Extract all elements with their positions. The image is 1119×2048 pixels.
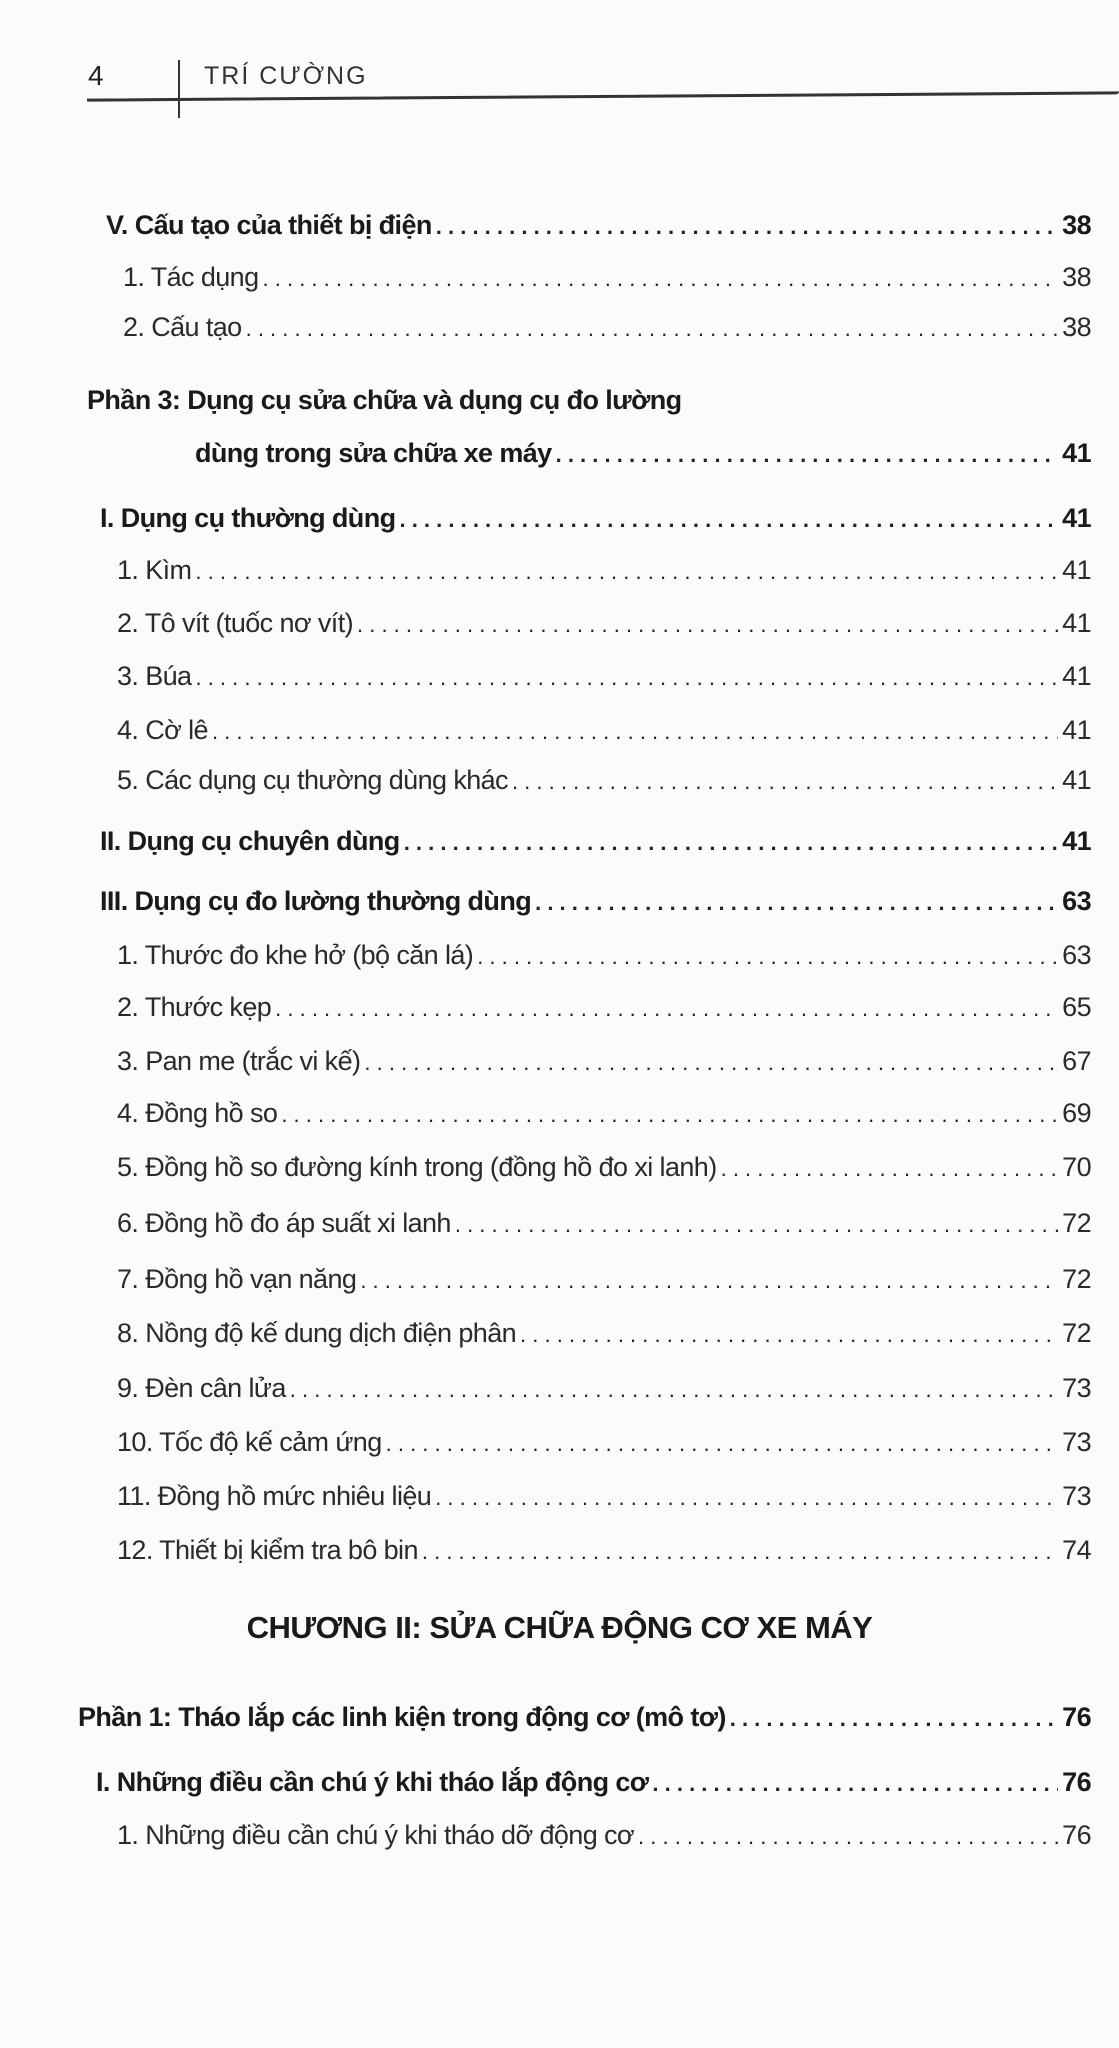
toc-entry (117, 1818, 1091, 1852)
leader-dots (263, 262, 1059, 296)
toc-page: 41 (1062, 765, 1091, 795)
toc-page: 65 (1062, 992, 1091, 1022)
toc-label: 4. Cờ lê (117, 715, 208, 745)
running-title: TRÍ CƯỜNG (204, 62, 368, 90)
toc-label: 1. Những điều cần chú ý khi tháo dỡ động cơ (117, 1820, 635, 1850)
toc-entry (117, 1044, 1091, 1078)
toc-label: V. Cấu tạo của thiết bị điện (106, 210, 432, 240)
toc-page: 74 (1062, 1535, 1091, 1565)
toc-page: 73 (1062, 1481, 1091, 1511)
leader-dots (730, 1702, 1058, 1736)
leader-dots (535, 886, 1058, 920)
toc-entry (117, 1150, 1091, 1184)
toc-part3-line1: Phần 3: Dụng cụ sửa chữa và dụng cụ đo lường (87, 385, 682, 415)
toc-page: 38 (1062, 312, 1091, 342)
toc-label: 4. Đồng hồ so (117, 1098, 278, 1128)
toc-entry (117, 1316, 1091, 1350)
toc-entry (117, 938, 1091, 972)
toc-entry (123, 260, 1091, 294)
toc-page: 41 (1062, 715, 1091, 745)
toc-entry (123, 310, 1091, 344)
toc-entry (117, 659, 1091, 693)
toc-label: 3. Pan me (trắc vi kế) (117, 1046, 361, 1076)
leader-dots (386, 1427, 1059, 1461)
toc-entry (117, 1533, 1091, 1567)
toc-entry (117, 1206, 1091, 1240)
leader-dots (357, 608, 1058, 642)
toc-label: I. Dụng cụ thường dùng (100, 503, 396, 533)
toc-label: II. Dụng cụ chuyên dùng (100, 826, 400, 856)
toc-page: 73 (1062, 1373, 1091, 1403)
toc-label: 10. Tốc độ kế cảm ứng (117, 1427, 382, 1457)
leader-dots (721, 1152, 1059, 1186)
leader-dots (364, 1046, 1058, 1080)
toc-page: 38 (1062, 262, 1091, 292)
toc-entry (117, 1479, 1091, 1513)
toc-entry-part3 (195, 436, 1091, 470)
toc-label: 2. Thước kẹp (117, 992, 272, 1022)
toc-entry-section-i (100, 501, 1091, 535)
toc-page: 41 (1062, 503, 1091, 533)
leader-dots (436, 210, 1058, 244)
leader-dots (212, 715, 1058, 749)
leader-dots (404, 826, 1058, 860)
toc-label: 3. Búa (117, 661, 192, 691)
toc-entry-section-ii (100, 824, 1091, 858)
toc-label: 11. Đồng hồ mức nhiêu liệu (117, 1481, 432, 1511)
toc-label: dùng trong sửa chữa xe máy (195, 438, 552, 468)
toc-label: 1. Kìm (117, 555, 192, 585)
toc-page: 72 (1062, 1264, 1091, 1294)
toc-entry (117, 1425, 1091, 1459)
toc-label: 8. Nồng độ kế dung dịch điện phân (117, 1318, 517, 1348)
toc-entry (117, 763, 1091, 797)
leader-dots (422, 1535, 1058, 1569)
toc-entry-section-iii (100, 884, 1091, 918)
leader-dots (290, 1373, 1058, 1407)
toc-label: III. Dụng cụ đo lường thường dùng (100, 886, 532, 916)
toc-entry-ch2-part1 (78, 1700, 1091, 1734)
toc-page: 76 (1062, 1767, 1091, 1797)
leader-dots (275, 992, 1058, 1026)
chapter-heading: CHƯƠNG II: SỬA CHỮA ĐỘNG CƠ XE MÁY (246, 1610, 873, 1645)
leader-dots (281, 1098, 1058, 1132)
toc-entry (117, 990, 1091, 1024)
toc-entry (117, 606, 1091, 640)
toc-label: 2. Tô vít (tuốc nơ vít) (117, 608, 353, 638)
toc-label: 7. Đồng hồ vạn năng (117, 1264, 357, 1294)
toc-page: 70 (1062, 1152, 1091, 1182)
toc-entry-section-v (106, 208, 1091, 242)
toc-label: 5. Các dụng cụ thường dùng khác (117, 765, 508, 795)
leader-dots (638, 1820, 1058, 1854)
leader-dots (195, 661, 1058, 695)
toc-label: 12. Thiết bị kiểm tra bô bin (117, 1535, 418, 1565)
page-number: 4 (88, 60, 104, 91)
toc-page: 67 (1062, 1046, 1091, 1076)
leader-dots (435, 1481, 1058, 1515)
toc-label: I. Những điều cần chú ý khi tháo lắp động cơ (96, 1767, 649, 1797)
toc-page: 63 (1062, 886, 1091, 916)
toc-page: 63 (1062, 940, 1091, 970)
toc-entry (117, 1371, 1091, 1405)
leader-dots (520, 1318, 1058, 1352)
header-rule (87, 91, 1119, 101)
toc-page: 76 (1062, 1820, 1091, 1850)
toc-page: 38 (1062, 210, 1091, 240)
leader-dots (477, 940, 1058, 974)
toc-page: 41 (1062, 661, 1091, 691)
toc-entry (117, 713, 1091, 747)
toc-entry-ch2-section-i (96, 1765, 1091, 1799)
toc-page: 41 (1062, 555, 1091, 585)
toc-label: 5. Đồng hồ so đường kính trong (đồng hồ đo xi lanh) (117, 1152, 717, 1182)
leader-dots (652, 1767, 1058, 1801)
leader-dots (195, 555, 1058, 589)
toc-entry (117, 1262, 1091, 1296)
toc-entry (117, 1096, 1091, 1130)
toc-label: 1. Tác dụng (123, 262, 259, 292)
toc-page: 41 (1062, 438, 1091, 468)
toc-page: 41 (1062, 608, 1091, 638)
toc-label: 6. Đồng hồ đo áp suất xi lanh (117, 1208, 451, 1238)
toc-page: 73 (1062, 1427, 1091, 1457)
toc-page: 69 (1062, 1098, 1091, 1128)
toc-label: 2. Cấu tạo (123, 312, 242, 342)
toc-page: 72 (1062, 1208, 1091, 1238)
toc-page: 41 (1062, 826, 1091, 856)
leader-dots (512, 765, 1058, 799)
header-divider (178, 60, 180, 118)
leader-dots (399, 503, 1058, 537)
leader-dots (360, 1264, 1058, 1298)
toc-entry (117, 553, 1091, 587)
leader-dots (246, 312, 1059, 346)
toc-label: Phần 1: Tháo lắp các linh kiện trong động cơ (mô tơ) (78, 1702, 726, 1732)
leader-dots (455, 1208, 1058, 1242)
leader-dots (556, 438, 1059, 472)
toc-label: 1. Thước đo khe hở (bộ căn lá) (117, 940, 474, 970)
toc-page: 76 (1062, 1702, 1091, 1732)
toc-page: 72 (1062, 1318, 1091, 1348)
toc-label: 9. Đèn cân lửa (117, 1373, 286, 1403)
